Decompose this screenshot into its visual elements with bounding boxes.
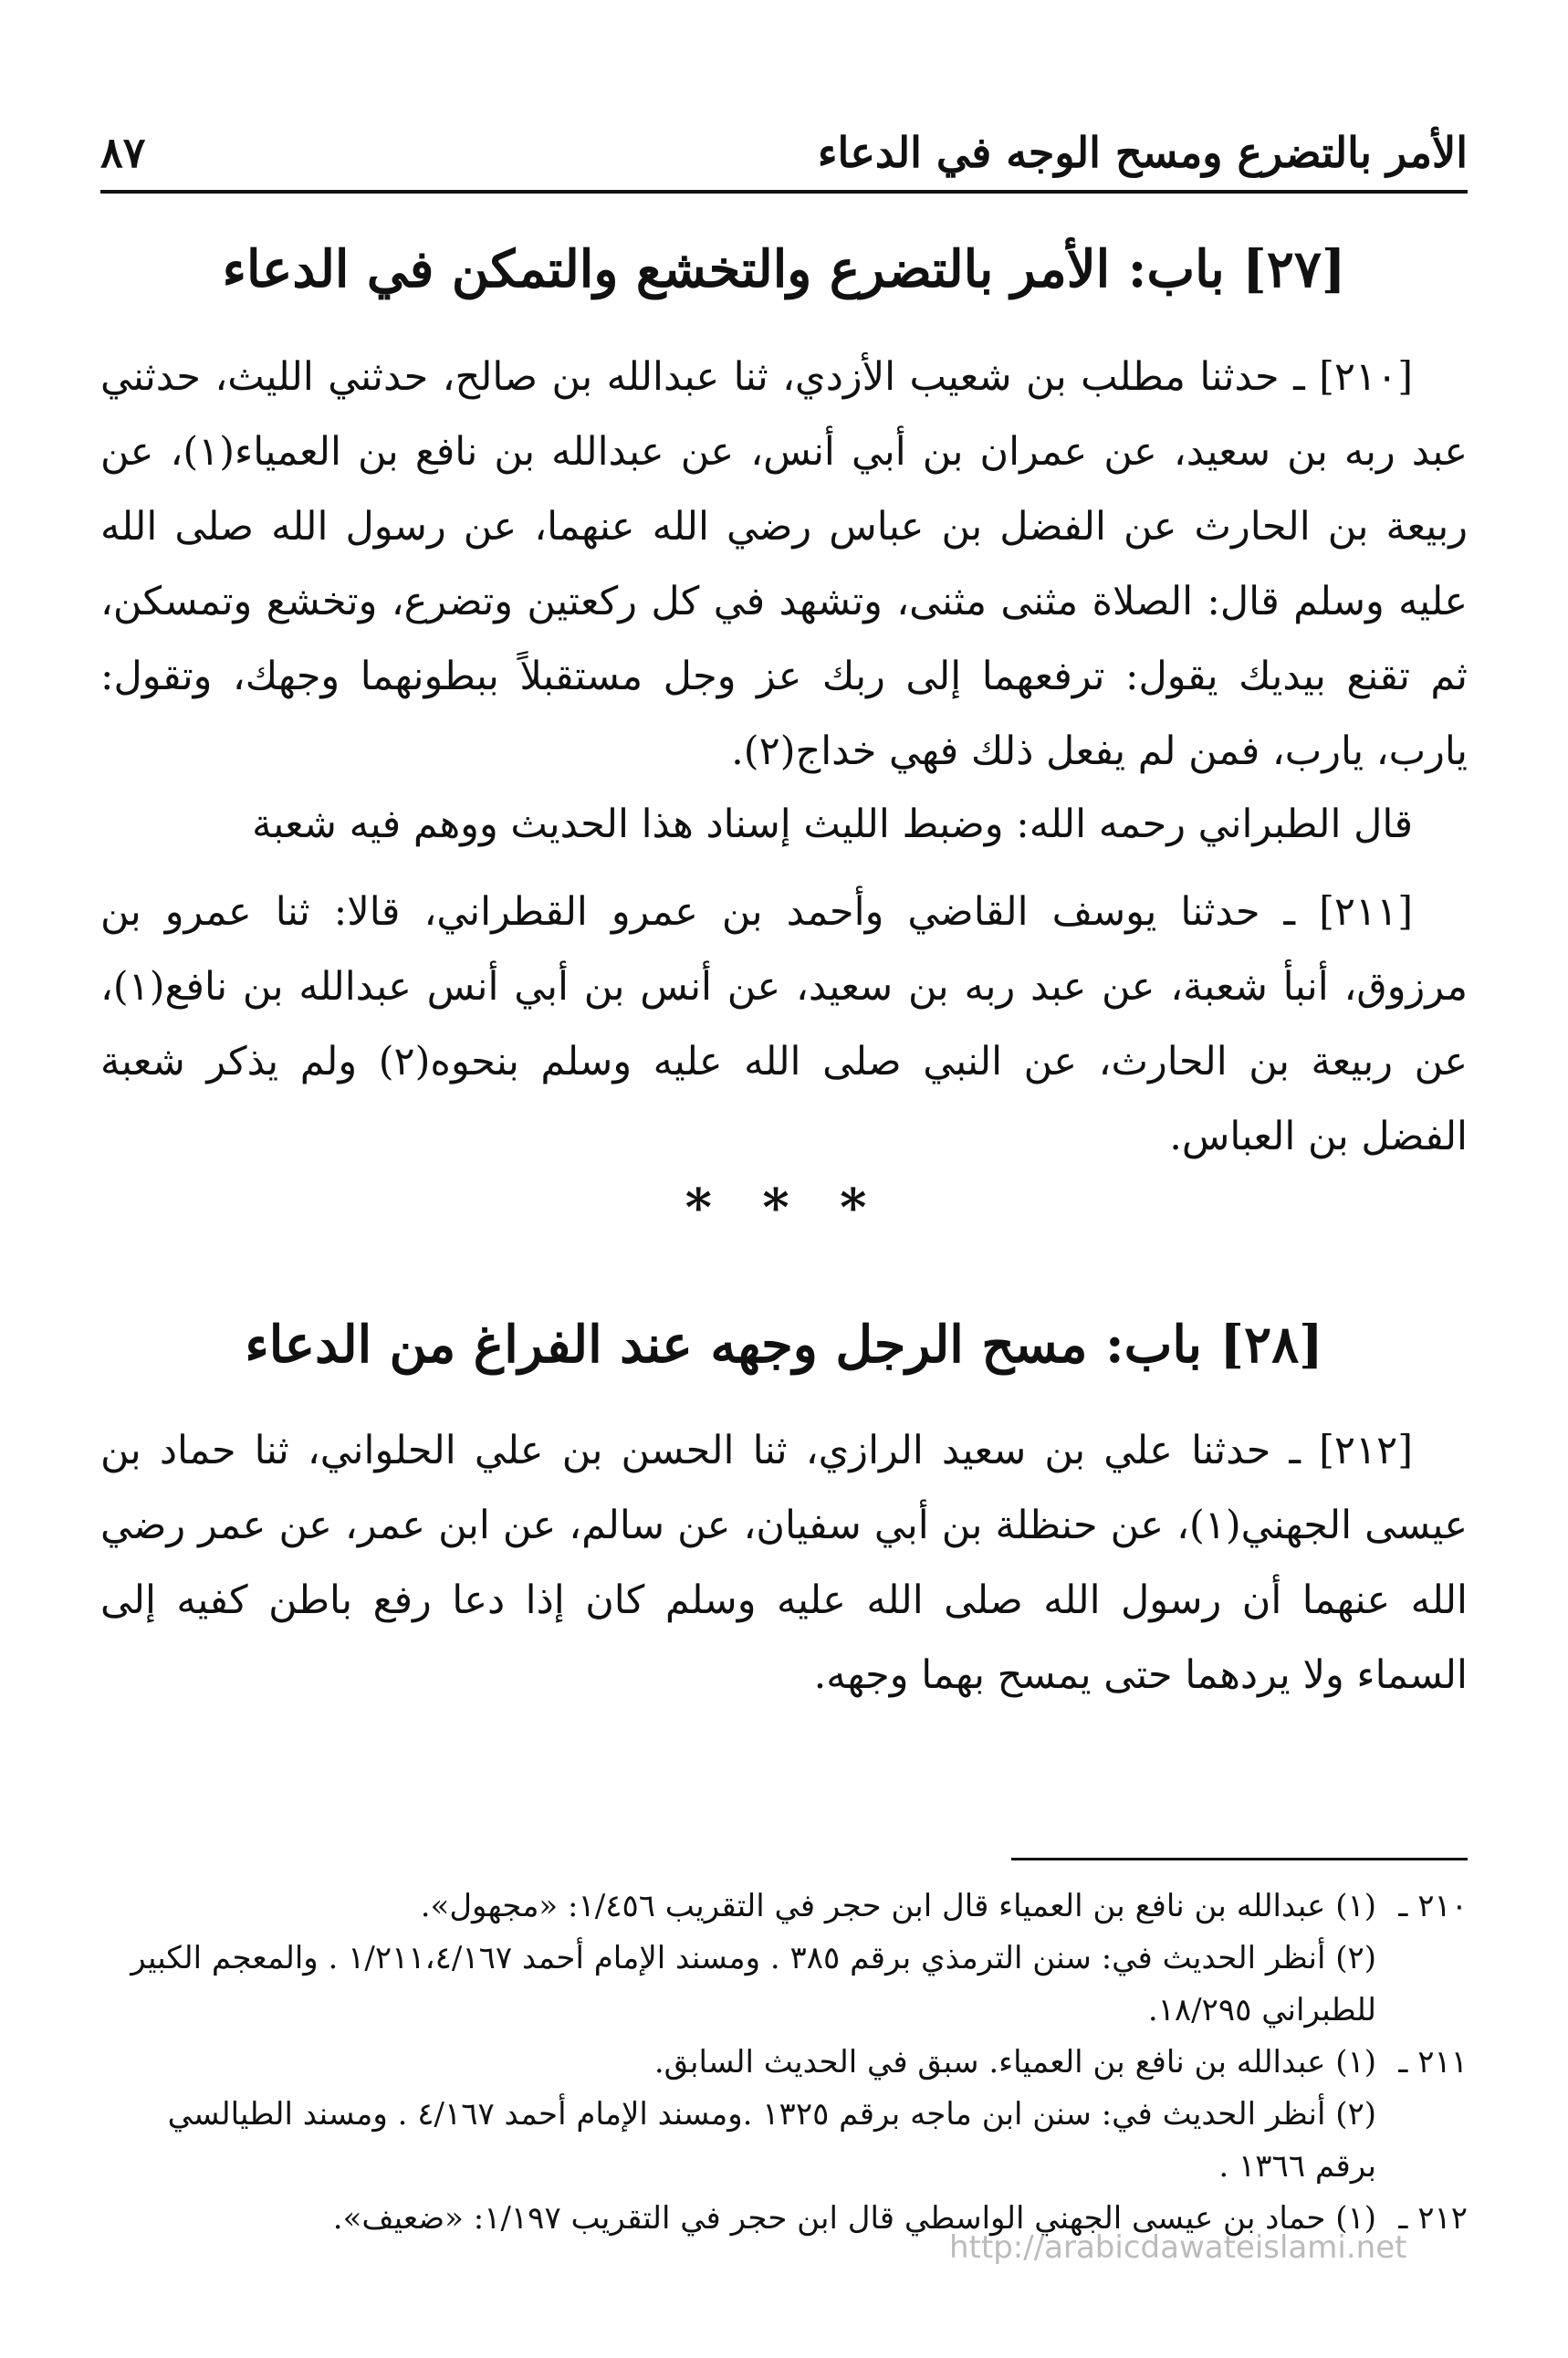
footnote-211-number: ٢١١ ـ	[1398, 2044, 1468, 2080]
hadith-210	[100, 340, 1468, 789]
footnote-212-number: ٢١٢ ـ	[1398, 2200, 1468, 2237]
footnote-210-number: ٢١٠ ـ	[1398, 1888, 1468, 1924]
footnote-210-1	[100, 1881, 1468, 1933]
hadith-212-text: [٢١٢] ـ حدثنا علي بن سعيد الرازي، ثنا الحسن بن علي الحلواني، ثنا حماد بن عيسى الجهني(١)، عن حنظلة بن أبي سفيان، عن سالم، عن ابن عمر، عن عمر رضي الله عنهما أن رسول الله صلى الله عليه وسلم كان إذا دعا رفع باطن كفيه إلى السماء ولا يردهما حتى يمسح بهما وجهه.	[100, 1428, 1469, 1698]
running-title: الأمر بالتضرع ومسح الوجه في الدعاء	[817, 128, 1468, 177]
tabarani-note-text: قال الطبراني رحمه الله: وضبط الليث إسناد هذا الحديث ووهم فيه شعبة	[252, 802, 1413, 847]
watermark-url: http://arabicdawateislami.net	[949, 2229, 1407, 2266]
footnote-211-2: (٢) أنظر الحديث في: سنن ابن ماجه برقم ١٣٢٥ .ومسند الإمام أحمد ٤/١٦٧ . ومسند الطيالسي برقم ١٣٦٦ .	[167, 2096, 1376, 2185]
hadith-212	[100, 1413, 1468, 1713]
hadith-211	[100, 875, 1468, 1174]
footnote-text: (١) حماد بن عيسى الجهني الواسطي قال ابن حجر في التقريب ١/١٩٧: «ضعيف».	[332, 2200, 1376, 2237]
footnote-211-1	[100, 2037, 1468, 2089]
section-27-heading: [٢٧] باب: الأمر بالتضرع والتخشع والتمكن في الدعاء	[222, 239, 1346, 299]
footnote-text: (١) عبدالله بن نافع بن العمياء قال ابن حجر في التقريب ١/٤٥٦: «مجهول».	[420, 1888, 1376, 1924]
footnote-divider	[1011, 1858, 1468, 1860]
tabarani-note	[100, 787, 1468, 862]
section-28-heading: [٢٨] باب: مسح الرجل وجهه عند الفراغ من الدعاء	[245, 1315, 1323, 1375]
section-separator: * * *	[685, 1178, 883, 1238]
page-number: ٨٧	[100, 128, 146, 177]
hadith-210-text: [٢١٠] ـ حدثنا مطلب بن شعيب الأزدي، ثنا عبدالله بن صالح، حدثني الليث، حدثني عبد ربه بن سعيد، عن عمران بن أبي أنس، عن عبدالله بن نافع بن العمياء(١)، عن ربيعة بن الحارث عن الفضل بن عباس رضي الله عنهما، عن رسول الله صلى الله عليه وسلم قال: الصلاة مثنى مثنى، وتشهد في كل ركعتين وتضرع، وتخشع وتمسكن، ثم تقنع بيديك يقول: ترفعهما إلى ربك عز وجل مستقبلاً ببطونهما وجهك، وتقول: يارب، يارب، فمن لم يفعل ذلك فهي خداج(٢).	[100, 354, 1468, 774]
footnotes	[100, 1881, 1468, 2245]
page-header	[100, 108, 1468, 194]
hadith-211-text: [٢١١] ـ حدثنا يوسف القاضي وأحمد بن عمرو القطراني، قالا: ثنا عمرو بن مرزوق، أنبأ شعبة، عن عبد ربه بن سعيد، عن أنس بن أبي أنس عبدالله بن نافع(١)، عن ربيعة بن الحارث، عن النبي صلى الله عليه وسلم بنحوه(٢) ولم يذكر شعبة الفضل بن العباس.	[100, 889, 1468, 1159]
footnote-text: (١) عبدالله بن نافع بن العمياء. سبق في الحديث السابق.	[653, 2044, 1376, 2080]
footnote-210-2: (٢) أنظر الحديث في: سنن الترمذي برقم ٣٨٥ . ومسند الإمام أحمد ١/٢١١،٤/١٦٧ . والمعجم الكبير للطبراني ١٨/٢٩٥.	[131, 1940, 1376, 2028]
